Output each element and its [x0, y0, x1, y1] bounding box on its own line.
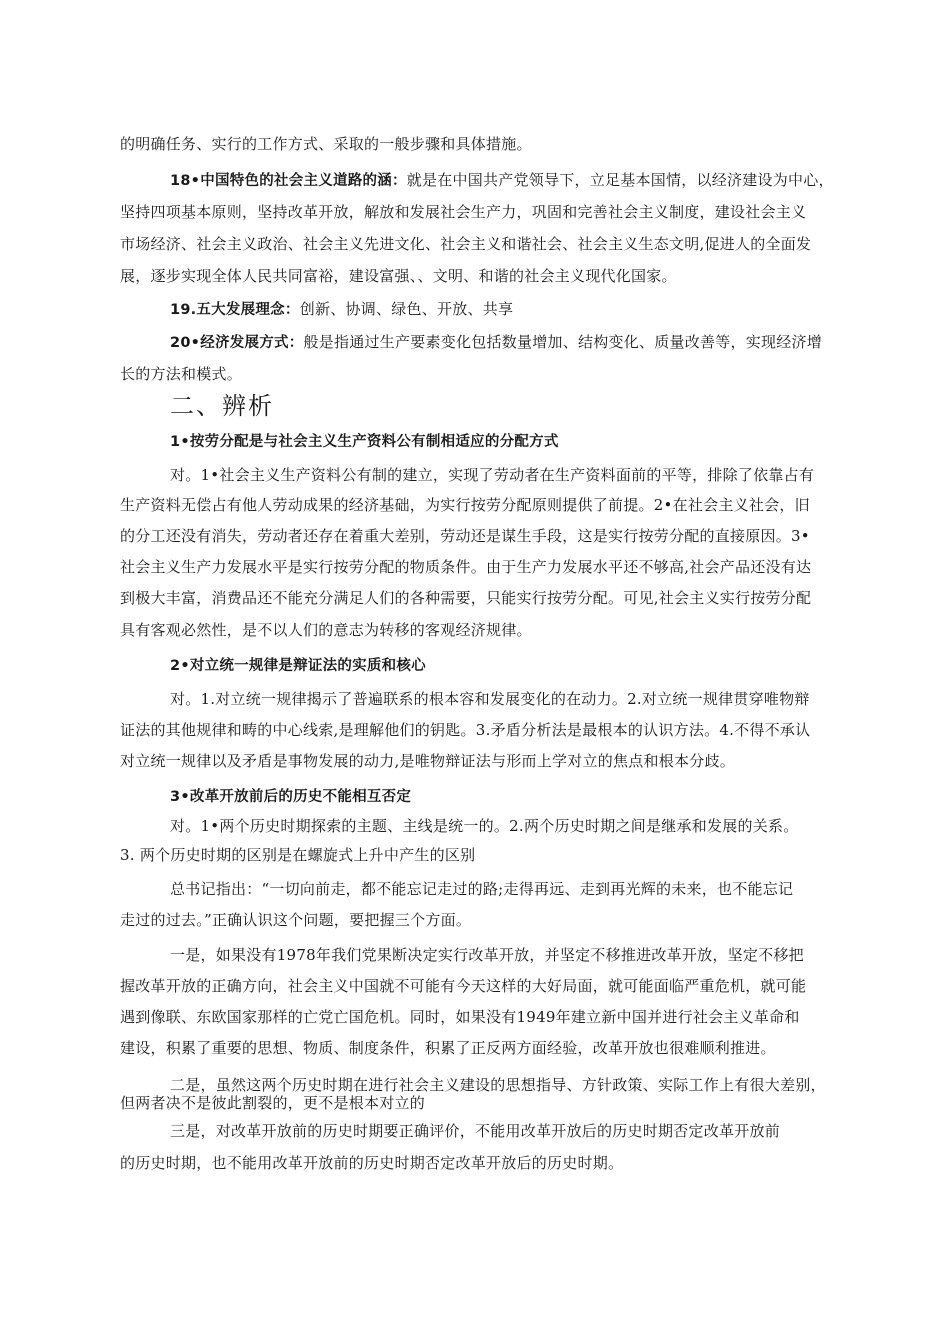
- text-line: 遇到像联、东欧国家那样的亡党亡国危机。同时，如果没有1949年建立新中国并进行社会主义革命和: [120, 1008, 800, 1026]
- term-text: 就是在中国共产党领导下，立足基本国情，以经济建设为中心，: [406, 171, 834, 189]
- text-line: 的分工还没有消失，劳动者还存在着重大差别，劳动还是谋生手段，这是实行按劳分配的直接原因。3•: [120, 527, 810, 545]
- item-18: [170, 170, 850, 191]
- text-line: 证法的其他规律和畴的中心线索,是理解他们的钥匙。3.矛盾分析法是最根本的认识方法。4.不得不承认: [120, 721, 811, 739]
- text-line: 生产资料无偿占有他人劳动成果的经济基础，为实行按劳分配原则提供了前提。2•在社会主义社会，旧: [120, 496, 810, 514]
- text-line: 坚持四项基本原则，坚持改革开放，解放和发展社会生产力，巩固和完善社会主义制度，建设社会主义: [120, 203, 807, 221]
- text-line: 总书记指出：“一切向前走，都不能忘记走过的路;走得再远、走到再光辉的未来，也不能忘记: [170, 880, 794, 898]
- text-line: 对。1.对立统一规律揭示了普遍联系的根本容和发展变化的在动力。2.对立统一规律贯穿唯物辩: [170, 690, 810, 708]
- text-line: 建设，积累了重要的思想、物质、制度条件，积累了正反两方面经验，改革开放也很难顺利推进。: [120, 1039, 776, 1057]
- text-line: 握改革开放的正确方向，社会主义中国就不可能有今天这样的大好局面，就可能面临严重危机，就可能: [120, 977, 807, 995]
- term-label: 20•经济发展方式：: [170, 335, 304, 351]
- text-line: 具有客观必然性，是不以人们的意志为转移的客观经济规律。: [120, 621, 532, 639]
- text-line: 展，逐步实现全体人民共同富裕，建设富强、、文明、和谐的社会主义现代化国家。: [120, 267, 677, 285]
- text-line: 一是，如果没有1978年我们党果断决定实行改革开放，并坚定不移推进改革开放，坚定不移把: [170, 946, 804, 964]
- text-line: 三是，对改革开放前的历史时期要正确评价，不能用改革开放后的历史时期否定改革开放前: [170, 1122, 781, 1140]
- term-text: 般是指通过生产要素变化包括数量增加、结构变化、质量改善等，实现经济增: [303, 333, 822, 351]
- text-line: 二是，虽然这两个历史时期在进行社会主义建设的思想指导、方针政策、实际工作上有很大差别，: [170, 1076, 826, 1094]
- text-line: 长的方法和模式。: [120, 365, 243, 383]
- text-line: 走过的过去。”正确认识这个问题，要把握三个方面。: [120, 911, 472, 929]
- question-title: 1•按劳分配是与社会主义生产资料公有制相适应的分配方式: [170, 434, 559, 450]
- term-label: 18•中国特色的社会主义道路的涵：: [170, 173, 407, 189]
- item-20: [170, 332, 850, 353]
- section-heading: 二、辨析: [170, 392, 274, 420]
- text-line: 对立统一规律以及矛盾是事物发展的动力,是唯物辩证法与形而上学对立的焦点和根本分歧。: [120, 752, 736, 770]
- text-line: 社会主义生产力发展水平是实行按劳分配的物质条件。由于生产力发展水平还不够高,社会产品还没有达: [120, 558, 812, 576]
- text-line: 对。1•两个历史时期探索的主题、主线是统一的。2.两个历史时期之间是继承和发展的关系。: [170, 817, 799, 835]
- item-19: [170, 299, 850, 320]
- question-title: 3•改革开放前后的历史不能相互否定: [170, 789, 412, 805]
- text-line: 市场经济、社会主义政治、社会主义先进文化、社会主义和谐社会、社会主义生态文明,促进人的全面发: [120, 235, 812, 253]
- text-line: 的历史时期，也不能用改革开放前的历史时期否定改革开放后的历史时期。: [120, 1154, 624, 1172]
- text-line: 3. 两个历史时期的区别是在螺旋式上升中产生的区别: [120, 846, 476, 864]
- term-label: 19.五大发展理念：: [170, 302, 300, 318]
- text-line: 但两者决不是彼此割裂的，更不是根本对立的: [120, 1094, 426, 1112]
- text-line: 对。1•社会主义生产资料公有制的建立，实现了劳动者在生产资料面前的平等，排除了依靠占有: [170, 466, 815, 484]
- term-text: 创新、协调、绿色、开放、共享: [299, 300, 514, 318]
- question-title: 2•对立统一规律是辩证法的实质和核心: [170, 658, 426, 674]
- text-line: 到极大丰富，消费品还不能充分满足人们的各种需要，只能实行按劳分配。可见,社会主义实行按劳分配: [120, 589, 812, 607]
- text-line: 的明确任务、实行的工作方式、采取的一般步骤和具体措施。: [120, 135, 532, 153]
